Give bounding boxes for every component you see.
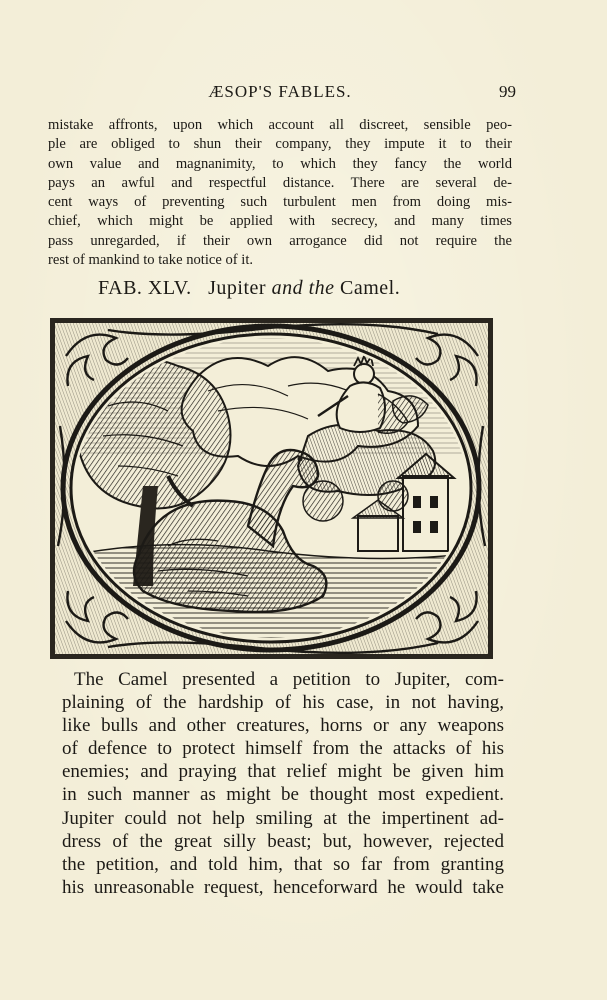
fable-body	[62, 668, 504, 899]
fable-number: FAB. XLV.	[98, 277, 192, 299]
fable-heading	[98, 277, 518, 300]
intro-line: pays an awful and respectful distance. There are several de-	[48, 174, 512, 191]
body-line: dress of the great silly beast; but, however, rejected	[62, 830, 504, 852]
body-line: The Camel presented a petition to Jupiter, com-	[74, 669, 504, 690]
fable-title-and: and	[271, 277, 304, 299]
intro-line: cent ways of preventing such turbulent men from doing mis-	[48, 194, 512, 211]
fable-title-camel: Camel.	[340, 277, 401, 299]
body-line: of defence to protect himself from the attacks of his	[62, 738, 504, 760]
intro-line: own value and magnanimity, to which they fancy the world	[48, 155, 512, 172]
intro-line: mistake affronts, upon which account all discreet, sensible peo-	[48, 117, 512, 133]
body-line: plaining of the hardship of his case, in not having,	[62, 692, 504, 714]
body-line: enemies; and praying that relief might be given him	[62, 761, 504, 783]
body-line: the petition, and told him, that so far from granting	[62, 853, 504, 875]
woodcut-engraving-icon	[48, 316, 495, 661]
body-line: like bulls and other creatures, horns or any weapons	[62, 715, 504, 737]
body-line: his unreasonable request, henceforward he would take	[62, 876, 504, 898]
intro-line: chief, which might be applied with secrecy, and many times	[48, 213, 512, 230]
page-number: 99	[499, 82, 516, 101]
intro-line: ple are obliged to shun their company, they impute it to their	[48, 136, 512, 153]
intro-line: rest of mankind to take notice of it.	[48, 252, 254, 269]
running-head	[48, 82, 516, 106]
fable-title-the: the	[308, 277, 335, 299]
fable-title-jupiter: Jupiter	[208, 277, 267, 299]
running-title: ÆSOP'S FABLES.	[208, 82, 352, 101]
intro-line: pass unregarded, if their own arrogance did not require the	[48, 232, 512, 249]
body-line: Jupiter could not help smiling at the impertinent ad-	[62, 807, 504, 829]
woodcut-illustration	[48, 316, 495, 661]
body-line: in such manner as might be thought most expedient.	[62, 784, 504, 806]
intro-paragraph	[48, 116, 512, 270]
